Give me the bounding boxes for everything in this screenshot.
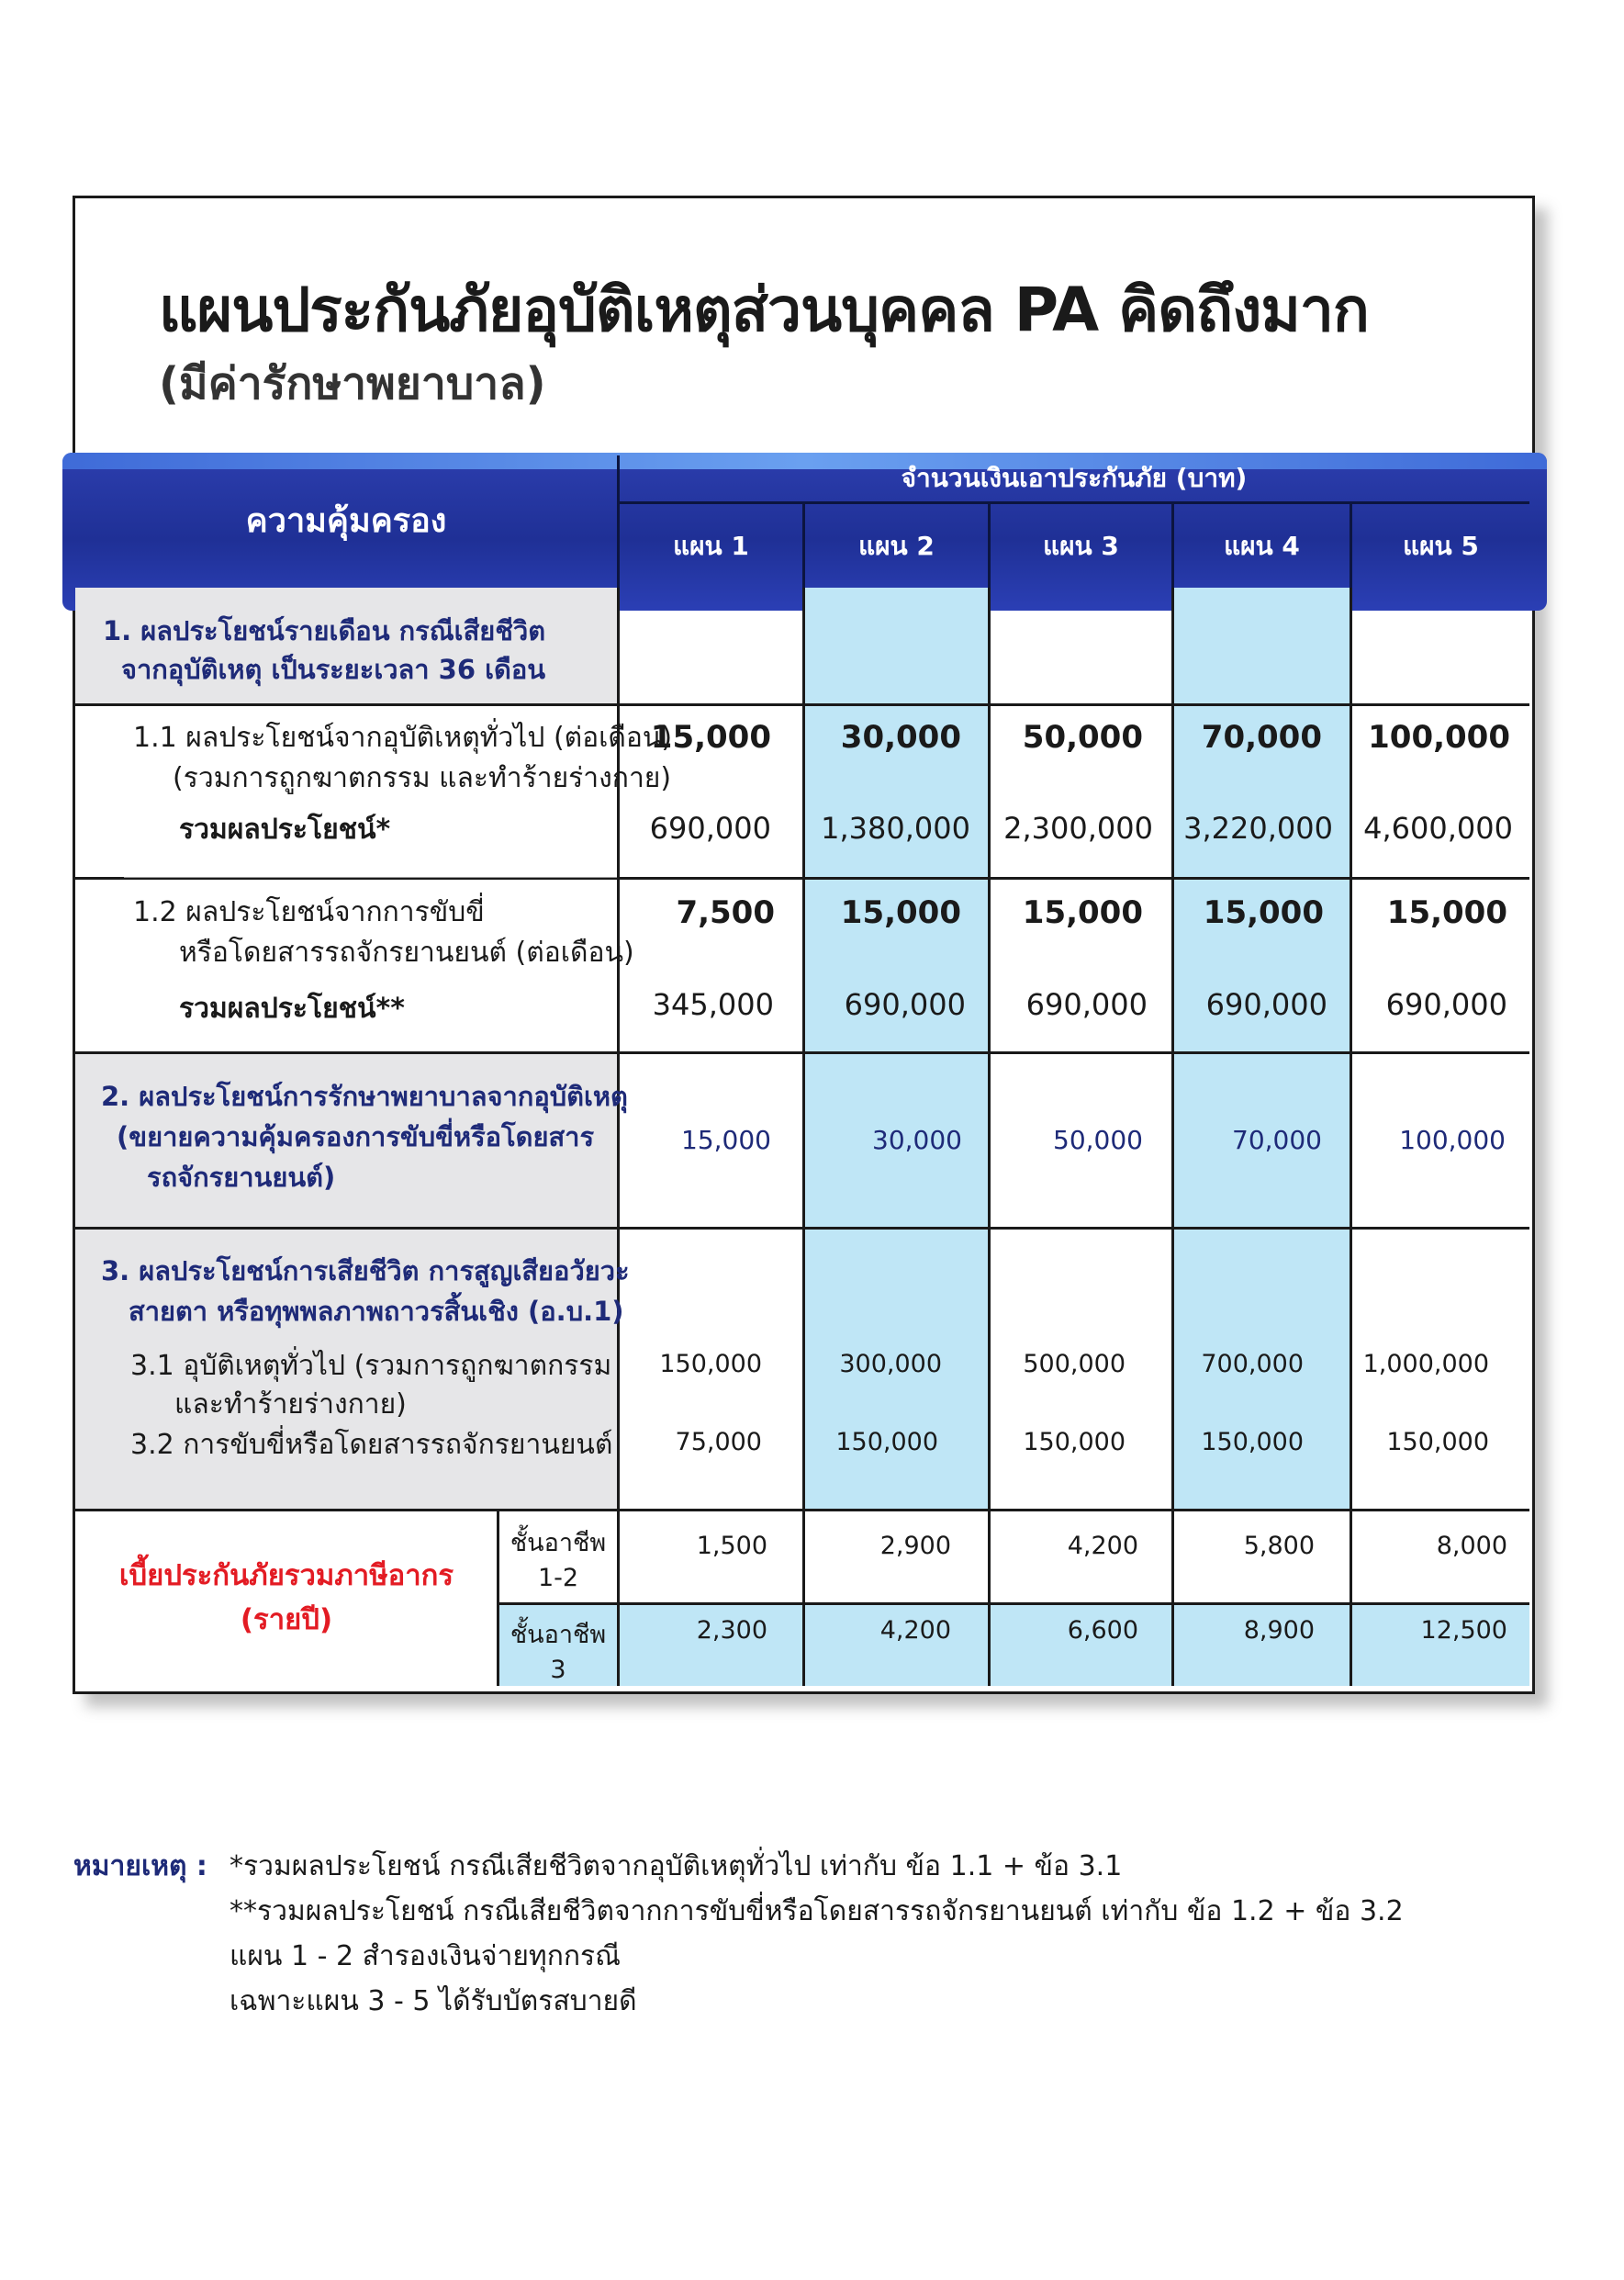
item-1-1-plan-2: 30,000 [840,719,961,756]
item-1-2-total-plan-2: 690,000 [844,987,966,1022]
plan-2-header: แผน 2 [858,531,935,561]
item-1-2-total-plan-4: 690,000 [1205,987,1327,1022]
header-divider [619,501,1529,504]
item-1-2-plan-1: 7,500 [676,894,775,931]
item-1-2-plan-2: 15,000 [840,894,961,931]
section-2-plan-5: 100,000 [1399,1125,1506,1155]
premium-label [75,1511,498,1685]
note-3: แผน 1 - 2 สำรองเงินจ่ายทุกกรณี [230,1940,621,1972]
page-title: แผนประกันภัยอุบัติเหตุส่วนบุคคล PA คิดถึงมาก [159,275,1369,345]
premium-occ1-plan-5: 8,000 [1436,1532,1507,1560]
coverage-header: ความคุ้มครอง [245,502,447,540]
item-3-1-note: และทำร้ายร่างกาย) [174,1388,407,1421]
section-3-title: 3. ผลประโยชน์การเสียชีวิต การสูญเสียอวัยวะ [101,1255,630,1286]
section-2-title: 2. ผลประโยชน์การรักษาพยาบาลจากอุบัติเหตุ [101,1081,628,1112]
item-3-2-plan-1: 75,000 [675,1428,762,1456]
item-1-1-total-label: รวมผลประโยชน์* [179,814,391,846]
occupation-class-value: 3 [550,1656,566,1684]
item-1-2-total-label: รวมผลประโยชน์** [179,993,405,1025]
item-1-2-note: หรือโดยสารรถจักรยานยนต์ (ต่อเดือน) [179,937,634,969]
item-3-2-plan-3: 150,000 [1023,1428,1126,1456]
premium-occ3-plan-5: 12,500 [1420,1616,1507,1645]
item-1-2-plan-5: 15,000 [1386,894,1507,931]
occupation-class-label: ชั้นอาชีพ [510,1529,607,1557]
item-1-2-total-plan-1: 345,000 [652,987,774,1022]
section-2-plan-3: 50,000 [1053,1125,1143,1155]
item-1-2-label: 1.2 ผลประโยชน์จากการขับขี่ [133,896,485,928]
item-1-1-plan-3: 50,000 [1022,719,1143,756]
note-2: **รวมผลประโยชน์ กรณีเสียชีวิตจากการขับขี่หรือโดยสารรถจักรยานยนต์ เท่ากับ ข้อ 1.2 + ข้อ 3.2 [230,1895,1404,1927]
row-divider [499,1602,1529,1605]
premium-label-line1: เบี้ยประกันภัยรวมภาษีอากร [118,1559,454,1592]
item-1-1-total-plan-5: 4,600,000 [1363,811,1513,846]
item-1-1-total-plan-4: 3,220,000 [1183,811,1333,846]
item-3-2-plan-2: 150,000 [835,1428,938,1456]
plan-4-header: แผน 4 [1224,531,1300,561]
item-1-1-total-plan-1: 690,000 [649,811,771,846]
occupation-class-label: ชั้นอาชีพ [510,1621,607,1649]
item-3-1-label: 3.1 อุบัติเหตุทั่วไป (รวมการถูกฆาตกรรม [130,1350,612,1382]
section-1-title: 1. ผลประโยชน์รายเดือน กรณีเสียชีวิต [103,615,546,646]
item-3-2-plan-4: 150,000 [1201,1428,1304,1456]
section-2-plan-4: 70,000 [1232,1125,1322,1155]
item-1-1-plan-5: 100,000 [1368,719,1510,756]
section-2-plan-1: 15,000 [681,1125,771,1155]
premium-occ3-plan-4: 8,900 [1243,1616,1315,1645]
note-4: เฉพาะแผน 3 - 5 ได้รับบัตรสบายดี [230,1985,637,2017]
item-1-1-total-plan-2: 1,380,000 [821,811,970,846]
section-2-plan-2: 30,000 [872,1125,962,1155]
item-3-2-label: 3.2 การขับขี่หรือโดยสารรถจักรยานยนต์ [130,1429,613,1461]
premium-occ1-plan-2: 2,900 [879,1532,951,1560]
occupation-class-value: 1-2 [537,1564,579,1592]
item-1-2-total-plan-5: 690,000 [1385,987,1507,1022]
plan-3-header: แผน 3 [1043,531,1119,561]
premium-occ3-plan-2: 4,200 [879,1616,951,1645]
item-3-1-plan-5: 1,000,000 [1362,1350,1489,1378]
item-1-1-plan-1: 15,000 [650,719,771,756]
item-1-1-total-plan-3: 2,300,000 [1003,811,1153,846]
item-1-2-total-plan-3: 690,000 [1025,987,1148,1022]
section-1-title-line2: จากอุบัติเหตุ เป็นระยะเวลา 36 เดือน [121,654,546,685]
section-3-title-line2: สายตา หรือทุพพลภาพถาวรสิ้นเชิง (อ.บ.1) [129,1296,624,1327]
item-3-1-plan-2: 300,000 [839,1350,942,1378]
item-3-1-plan-1: 150,000 [659,1350,762,1378]
item-1-1-note: (รวมการถูกฆาตกรรม และทำร้ายร่างกาย) [173,762,672,794]
page-subtitle: (มีค่ารักษาพยาบาล) [159,358,546,410]
item-3-2-plan-5: 150,000 [1386,1428,1489,1456]
sum-insured-header: จำนวนเงินเอาประกันภัย (บาท) [901,463,1248,493]
premium-occ1-plan-4: 5,800 [1243,1532,1315,1560]
premium-occ3-plan-1: 2,300 [696,1616,767,1645]
plan-5-header: แผน 5 [1403,531,1479,561]
notes-label: หมายเหตุ : [73,1850,207,1882]
item-3-1-plan-3: 500,000 [1023,1350,1126,1378]
premium-label-line2: (รายปี) [240,1603,333,1636]
premium-occ1-plan-3: 4,200 [1067,1532,1138,1560]
item-1-2-plan-4: 15,000 [1203,894,1324,931]
plan-1-header: แผน 1 [673,531,749,561]
section-2-title-line2: (ขยายความคุ้มครองการขับขี่หรือโดยสาร [117,1121,595,1152]
item-3-1-plan-4: 700,000 [1201,1350,1304,1378]
hidden [124,877,617,878]
item-1-1-plan-4: 70,000 [1201,719,1322,756]
item-1-1-label: 1.1 ผลประโยชน์จากอุบัติเหตุทั่วไป (ต่อเดือน) [133,722,673,754]
note-1: *รวมผลประโยชน์ กรณีเสียชีวิตจากอุบัติเหตุทั่วไป เท่ากับ ข้อ 1.1 + ข้อ 3.1 [230,1850,1123,1882]
premium-occ1-plan-1: 1,500 [696,1532,767,1560]
section-2-title-line3: รถจักรยานยนต์) [147,1162,336,1193]
premium-occ3-plan-3: 6,600 [1067,1616,1138,1645]
item-1-2-plan-3: 15,000 [1022,894,1143,931]
